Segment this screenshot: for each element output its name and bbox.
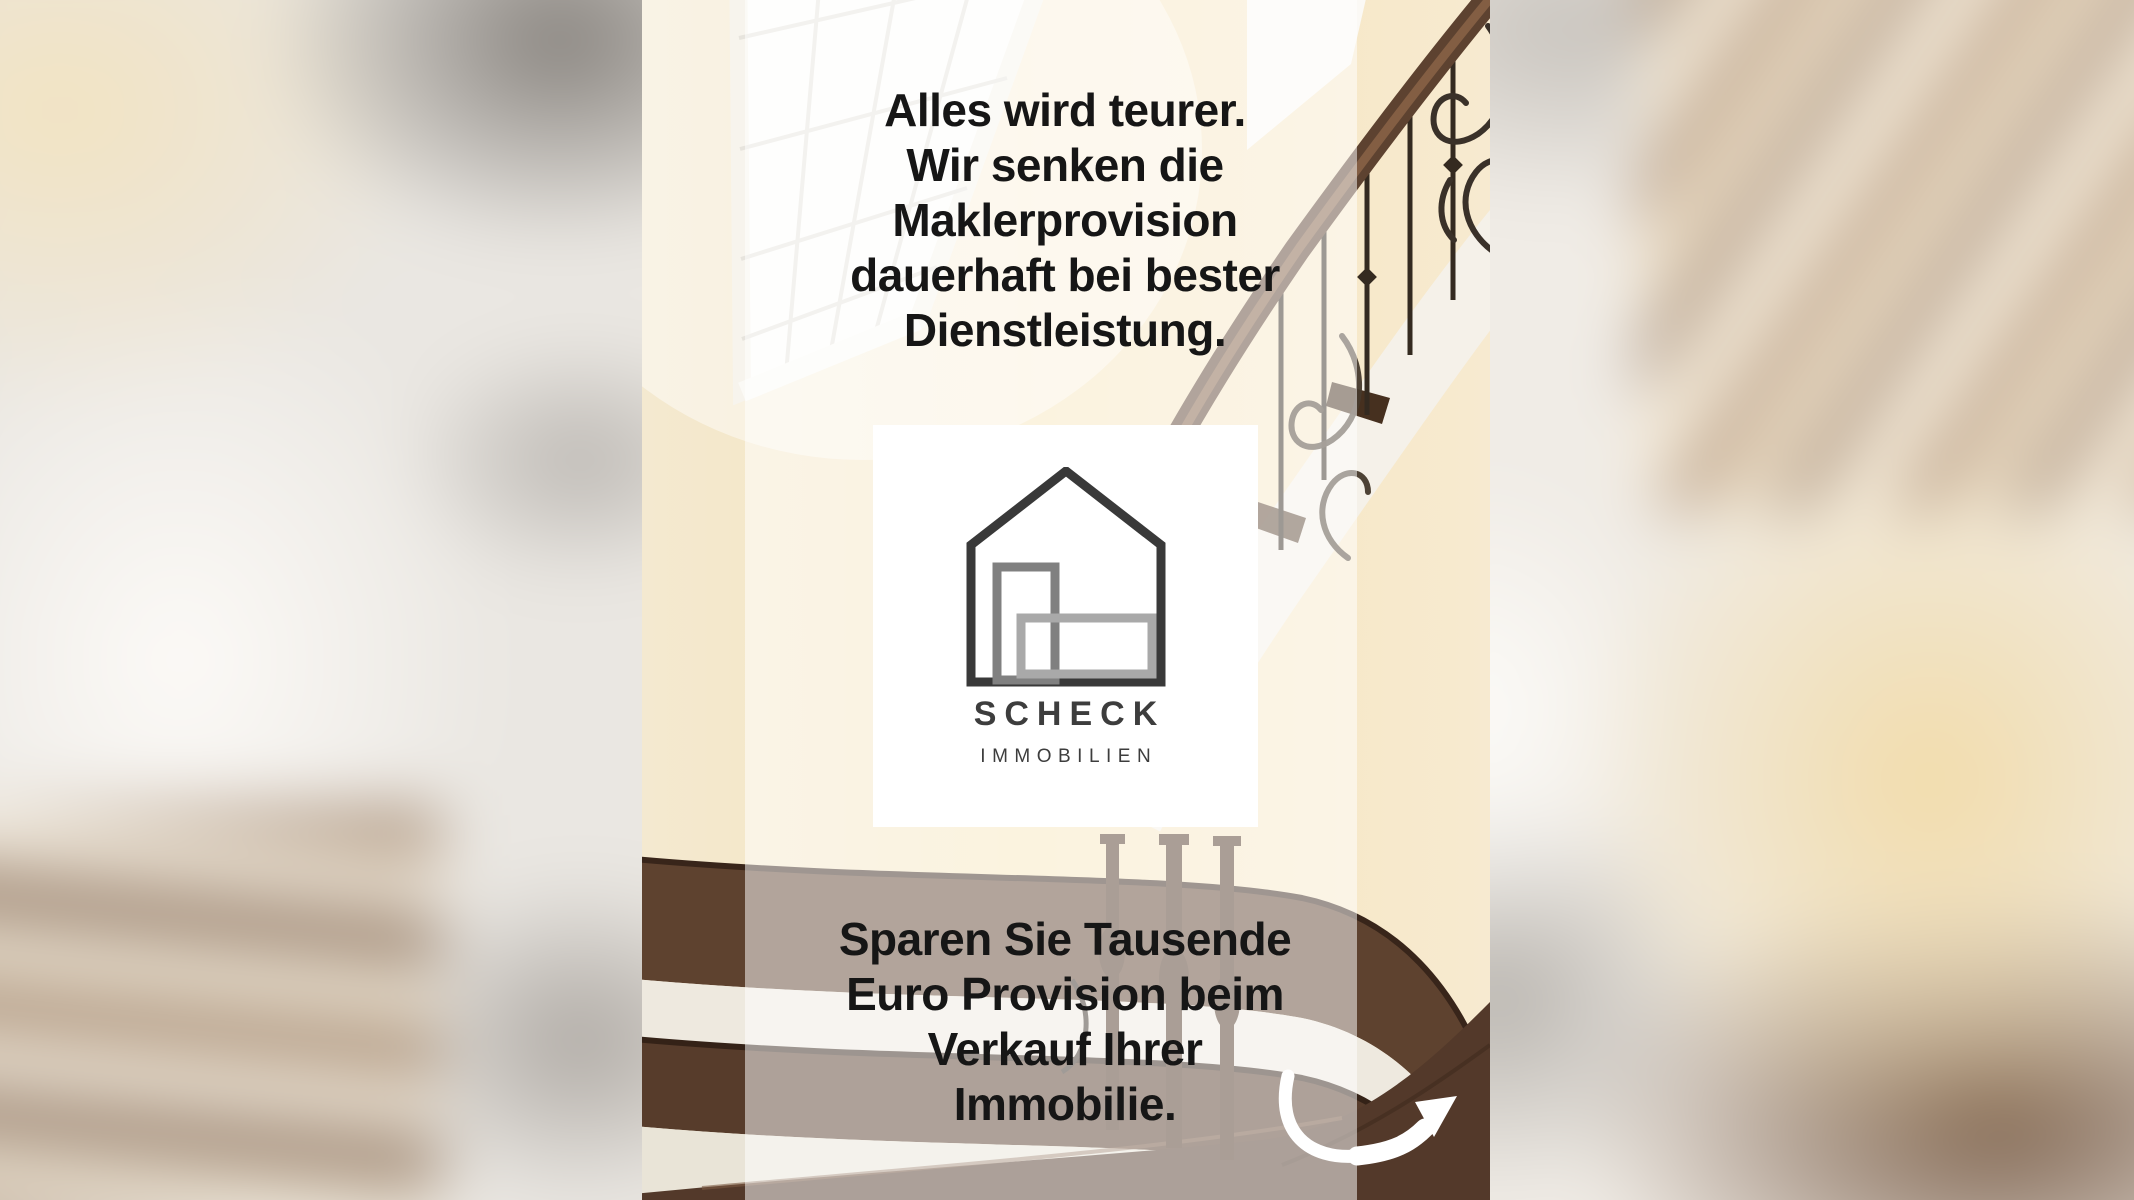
logo-subtitle: IMMOBILIEN bbox=[980, 746, 1158, 767]
subheadline-line: Euro Provision beim bbox=[846, 968, 1284, 1020]
blurred-backdrop-right bbox=[1490, 0, 2134, 1200]
logo-wordmark: SCHECK bbox=[973, 695, 1166, 733]
subheadline-line: Immobilie. bbox=[953, 1078, 1177, 1130]
blurred-railing-right bbox=[1640, 0, 2134, 510]
headline-line: Dienstleistung. bbox=[903, 304, 1227, 356]
headline-line: Wir senken die bbox=[906, 139, 1224, 191]
logo-card bbox=[873, 425, 1258, 827]
headline bbox=[765, 83, 1365, 358]
headline-line: dauerhaft bei bester bbox=[850, 249, 1280, 301]
curved-swoosh-arrow-icon bbox=[1245, 1038, 1475, 1188]
subheadline-line: Verkauf Ihrer bbox=[927, 1023, 1203, 1075]
subheadline-line: Sparen Sie Tausende bbox=[838, 913, 1292, 965]
blurred-photo-left bbox=[0, 0, 642, 1200]
house-icon bbox=[966, 467, 1166, 687]
blurred-photo-right bbox=[1490, 0, 2134, 1200]
blurred-backdrop-left bbox=[0, 0, 642, 1200]
headline-line: Alles wird teurer. bbox=[884, 84, 1246, 136]
blurred-stairs-left bbox=[0, 810, 440, 1200]
headline-line: Maklerprovision bbox=[892, 194, 1238, 246]
